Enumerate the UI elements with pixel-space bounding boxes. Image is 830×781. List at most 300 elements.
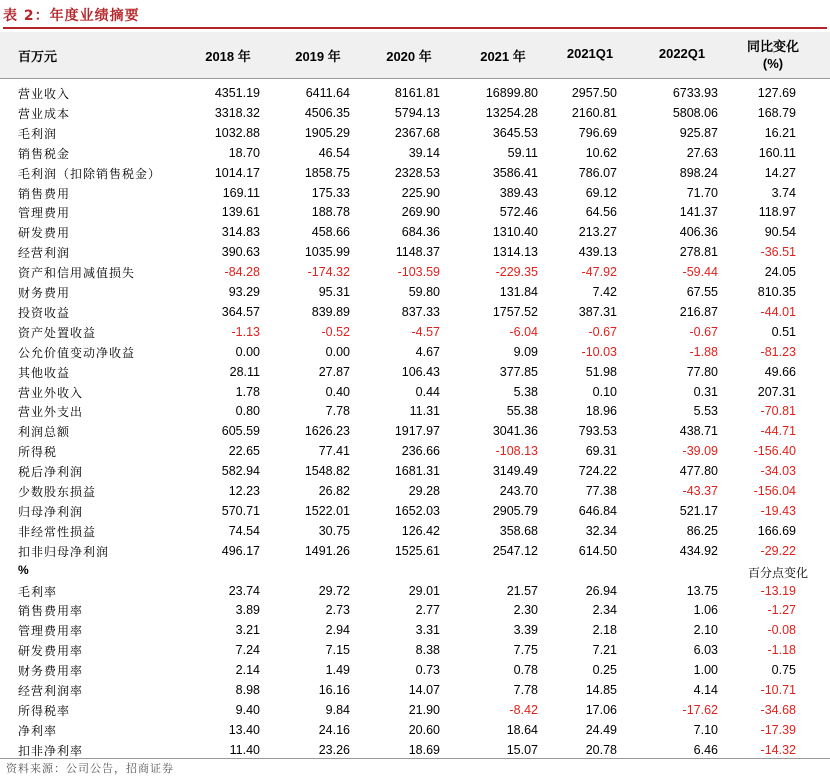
cell-value: 175.33 — [311, 185, 350, 200]
cell-value: 7.10 — [693, 722, 718, 737]
cell-value: 3.39 — [513, 623, 538, 638]
cell-value: 29.01 — [408, 583, 440, 598]
cell-value: -34.03 — [760, 464, 796, 479]
cell-value: 0.75 — [771, 663, 796, 678]
row-label: 税后净利润 — [18, 465, 84, 480]
cell-value: 3.21 — [235, 623, 260, 638]
cell-value: 6411.64 — [305, 86, 350, 100]
cell-value: 188.78 — [311, 205, 350, 220]
cell-value: 16899.80 — [485, 86, 538, 100]
table-row — [0, 581, 830, 601]
cell-value: 126.42 — [401, 523, 440, 538]
cell-value: -29.22 — [760, 543, 796, 558]
row-label: 毛利率 — [18, 584, 58, 599]
cell-value: 11.31 — [409, 404, 440, 419]
table-row — [0, 123, 830, 143]
yoy-header-line2: (%) — [762, 56, 784, 71]
cell-value: 2.18 — [592, 623, 617, 638]
cell-value: 24.49 — [585, 722, 617, 737]
source-note: 资料来源：公司公告，招商证券 — [6, 762, 174, 775]
pct-section-row — [0, 561, 830, 581]
cell-value: 8161.81 — [394, 86, 440, 100]
cell-value: 69.12 — [585, 185, 617, 200]
cell-value: 810.35 — [757, 285, 796, 299]
cell-value: 1652.03 — [394, 503, 440, 518]
cell-value: 74.54 — [228, 523, 260, 538]
cell-value: 13254.28 — [485, 105, 538, 120]
bottom-rule — [0, 758, 830, 759]
cell-value: 166.69 — [757, 523, 796, 538]
cell-value: 7.75 — [513, 643, 538, 658]
cell-value: 18.96 — [585, 404, 617, 419]
cell-value: 2.73 — [325, 603, 350, 618]
row-label: 其他收益 — [18, 365, 71, 380]
cell-value: 3.89 — [235, 603, 260, 618]
table-row — [0, 740, 830, 760]
cell-value: 3645.53 — [492, 125, 538, 140]
cell-value: 389.43 — [499, 185, 538, 200]
row-label: 营业成本 — [18, 106, 71, 121]
cell-value: 23.26 — [318, 742, 350, 757]
cell-value: 2160.81 — [571, 105, 617, 120]
col-header: 2021Q1 — [566, 46, 614, 61]
cell-value: 141.37 — [679, 205, 718, 220]
row-label: 所得税 — [18, 445, 58, 460]
cell-value: 796.69 — [578, 125, 617, 140]
cell-value: 69.31 — [585, 444, 617, 459]
cell-value: 77.38 — [585, 484, 617, 498]
cell-value: 14.85 — [585, 683, 617, 697]
cell-value: 2.30 — [513, 603, 538, 618]
cell-value: 16.16 — [318, 683, 350, 697]
cell-value: 2.77 — [415, 603, 440, 618]
cell-value: 2957.50 — [571, 86, 617, 100]
cell-value: 1.49 — [325, 663, 350, 678]
cell-value: 28.11 — [229, 364, 260, 379]
row-label: 销售费用率 — [18, 604, 84, 619]
cell-value: 243.70 — [499, 484, 538, 498]
cell-value: 572.46 — [499, 205, 538, 220]
header-rule — [0, 78, 830, 79]
cell-value: 131.84 — [499, 285, 538, 299]
cell-value: 3586.41 — [492, 165, 538, 180]
cell-value: 95.31 — [318, 285, 350, 299]
row-label: 研发费用 — [18, 226, 71, 241]
cell-value: 1858.75 — [304, 165, 350, 180]
row-label: 财务费用 — [18, 286, 71, 300]
cell-value: 2.10 — [693, 623, 718, 638]
cell-value: 0.10 — [592, 384, 617, 399]
row-label: 利润总额 — [18, 425, 71, 440]
cell-value: 9.09 — [513, 344, 538, 359]
cell-value: 496.17 — [221, 543, 260, 558]
cell-value: -81.23 — [760, 344, 796, 359]
cell-value: -156.40 — [753, 444, 796, 459]
cell-value: 168.79 — [757, 105, 796, 120]
cell-value: 1148.37 — [395, 245, 440, 260]
cell-value: 3041.36 — [492, 424, 538, 439]
cell-value: 1.06 — [693, 603, 718, 618]
table-row — [0, 660, 830, 680]
cell-value: -108.13 — [495, 444, 538, 459]
cell-value: 14.07 — [408, 683, 440, 697]
cell-value: 20.60 — [408, 722, 440, 737]
cell-value: 30.75 — [318, 523, 350, 538]
cell-value: 5.53 — [693, 404, 718, 419]
cell-value: 26.82 — [318, 484, 350, 498]
cell-value: 4506.35 — [304, 105, 350, 120]
cell-value: 1310.40 — [492, 225, 538, 240]
cell-value: 77.80 — [686, 364, 718, 379]
table-row — [0, 322, 830, 342]
cell-value: -0.08 — [767, 623, 796, 638]
cell-value: 24.16 — [318, 722, 350, 737]
cell-value: 21.57 — [506, 583, 538, 598]
table-row — [0, 342, 830, 362]
cell-value: 2.94 — [325, 623, 350, 638]
table-title: 表 2：年度业绩摘要 — [3, 8, 140, 24]
cell-value: 49.66 — [764, 364, 796, 379]
cell-value: 1757.52 — [492, 304, 538, 319]
table-row — [0, 282, 830, 302]
cell-value: -1.27 — [767, 603, 796, 618]
cell-value: 18.70 — [228, 145, 260, 160]
cell-value: 0.25 — [592, 663, 617, 678]
table-header — [0, 32, 830, 78]
cell-value: 6.03 — [693, 643, 718, 658]
table-row — [0, 143, 830, 163]
cell-value: 0.00 — [235, 344, 260, 359]
cell-value: 55.38 — [506, 404, 538, 419]
cell-value: -43.37 — [682, 484, 718, 498]
cell-value: 59.11 — [507, 145, 538, 160]
cell-value: -0.67 — [588, 324, 617, 339]
col-header: 2018 年 — [205, 49, 251, 64]
row-label: 销售费用 — [18, 186, 71, 201]
cell-value: 64.56 — [585, 205, 617, 220]
cell-value: 20.78 — [585, 742, 617, 757]
cell-value: 438.71 — [679, 424, 718, 439]
cell-value: 106.43 — [401, 364, 440, 379]
row-label: 毛利润 — [18, 126, 58, 141]
cell-value: 3.31 — [415, 623, 440, 638]
cell-value: -34.68 — [760, 702, 796, 717]
cell-value: 570.71 — [221, 503, 260, 518]
cell-value: 364.57 — [221, 304, 260, 319]
cell-value: 5.38 — [513, 384, 538, 399]
table-row — [0, 541, 830, 561]
cell-value: 2.34 — [592, 603, 617, 618]
unit-header: 百万元 — [18, 50, 58, 65]
cell-value: -84.28 — [224, 265, 260, 280]
cell-value: 46.54 — [318, 145, 350, 160]
row-label: 毛利润（扣除销售税金） — [18, 166, 162, 181]
cell-value: 14.27 — [764, 165, 796, 180]
col-header: 2022Q1 — [658, 46, 706, 61]
cell-value: 1.00 — [693, 663, 718, 678]
cell-value: 27.63 — [686, 145, 718, 160]
cell-value: 0.78 — [513, 663, 538, 678]
row-label: 扣非归母净利润 — [18, 544, 110, 559]
row-label: 营业收入 — [18, 87, 71, 101]
cell-value: 160.11 — [758, 145, 796, 160]
cell-value: 477.80 — [679, 464, 718, 479]
row-label: 公允价值变动净收益 — [18, 345, 136, 360]
row-label: 资产处置收益 — [18, 325, 97, 340]
cell-value: 7.42 — [592, 285, 617, 299]
cell-value: 406.36 — [679, 225, 718, 240]
cell-value: 127.69 — [757, 86, 796, 100]
cell-value: 1522.01 — [304, 503, 350, 518]
cell-value: 925.87 — [679, 125, 718, 140]
cell-value: -10.03 — [581, 344, 617, 359]
table-row — [0, 720, 830, 740]
table-row — [0, 401, 830, 421]
cell-value: 7.78 — [325, 404, 350, 419]
cell-value: 21.90 — [408, 702, 440, 717]
cell-value: 458.66 — [311, 225, 350, 240]
cell-value: 93.29 — [228, 285, 260, 299]
cell-value: 26.94 — [585, 583, 617, 598]
cell-value: -17.39 — [760, 722, 796, 737]
cell-value: 387.31 — [578, 304, 617, 319]
table-row — [0, 362, 830, 382]
cell-value: -70.81 — [760, 404, 796, 419]
cell-value: 118.97 — [758, 205, 796, 220]
cell-value: -44.01 — [760, 304, 796, 319]
row-label: 资产和信用减值损失 — [18, 266, 136, 281]
cell-value: 169.11 — [222, 185, 260, 200]
table-row — [0, 501, 830, 521]
cell-value: 646.84 — [578, 503, 617, 518]
row-label: 非经常性损益 — [18, 524, 97, 539]
cell-value: 793.53 — [578, 424, 617, 439]
table-row — [0, 700, 830, 720]
cell-value: -156.04 — [753, 484, 796, 498]
cell-value: 24.05 — [764, 265, 796, 280]
row-label: 所得税率 — [18, 703, 71, 718]
cell-value: 684.36 — [401, 225, 440, 240]
cell-value: 2547.12 — [492, 543, 538, 558]
row-label: 经营利润率 — [18, 684, 84, 698]
cell-value: 614.50 — [578, 543, 617, 558]
cell-value: 7.21 — [592, 643, 617, 658]
table-row — [0, 202, 830, 222]
cell-value: 605.59 — [221, 424, 260, 439]
row-label: 少数股东损益 — [18, 485, 97, 499]
cell-value: 358.68 — [499, 523, 538, 538]
table-row — [0, 441, 830, 461]
row-label: 营业外收入 — [18, 385, 84, 400]
cell-value: 7.15 — [325, 643, 350, 658]
cell-value: 786.07 — [578, 165, 617, 180]
row-label: 销售税金 — [18, 146, 71, 161]
cell-value: 59.80 — [408, 285, 440, 299]
table-row — [0, 262, 830, 282]
cell-value: 71.70 — [686, 185, 718, 200]
row-label: 营业外支出 — [18, 405, 84, 420]
cell-value: 0.40 — [325, 384, 350, 399]
table-row — [0, 222, 830, 242]
table-row — [0, 242, 830, 262]
cell-value: 5808.06 — [672, 105, 718, 120]
table-row — [0, 461, 830, 481]
cell-value: 12.23 — [228, 484, 260, 498]
cell-value: -17.62 — [682, 702, 718, 717]
cell-value: 2367.68 — [394, 125, 440, 140]
cell-value: 269.90 — [401, 205, 440, 220]
cell-value: 1525.61 — [394, 543, 440, 558]
cell-value: 1917.97 — [394, 424, 440, 439]
cell-value: 7.78 — [513, 683, 538, 697]
table-row — [0, 83, 830, 103]
cell-value: -103.59 — [397, 265, 440, 280]
cell-value: -4.57 — [411, 324, 440, 339]
table-row — [0, 163, 830, 183]
cell-value: 1681.31 — [394, 464, 440, 479]
row-label: 扣非净利率 — [18, 743, 84, 758]
row-label: 投资收益 — [18, 305, 71, 320]
cell-value: 9.84 — [325, 702, 350, 717]
cell-value: 18.64 — [506, 722, 538, 737]
cell-value: 8.98 — [235, 683, 260, 697]
table-row — [0, 103, 830, 123]
cell-value: -0.67 — [689, 324, 718, 339]
table-row — [0, 382, 830, 402]
cell-value: 10.62 — [585, 145, 617, 160]
cell-value: 216.87 — [679, 304, 718, 319]
cell-value: -229.35 — [495, 265, 538, 280]
cell-value: -13.19 — [760, 583, 796, 598]
cell-value: 1491.26 — [304, 543, 350, 558]
cell-value: 5794.13 — [394, 105, 440, 120]
cell-value: 29.28 — [408, 484, 440, 498]
cell-value: 9.40 — [235, 702, 260, 717]
row-label: 归母净利润 — [18, 504, 84, 519]
title-rule — [3, 27, 827, 29]
cell-value: 225.90 — [401, 185, 440, 200]
table-row — [0, 680, 830, 700]
cell-value: -19.43 — [760, 503, 796, 518]
cell-value: -14.32 — [760, 742, 796, 757]
cell-value: 11.40 — [229, 742, 260, 757]
cell-value: 77.41 — [318, 444, 350, 459]
row-label: 管理费用率 — [18, 624, 84, 639]
cell-value: 1626.23 — [304, 424, 350, 439]
table-row — [0, 620, 830, 640]
cell-value: -1.13 — [231, 324, 260, 339]
cell-value: 4351.19 — [214, 86, 260, 100]
cell-value: -0.52 — [321, 324, 350, 339]
cell-value: 39.14 — [408, 145, 440, 160]
cell-value: 839.89 — [311, 304, 350, 319]
cell-value: 90.54 — [764, 225, 796, 240]
table-row — [0, 640, 830, 660]
cell-value: 1014.17 — [214, 165, 260, 180]
cell-value: 0.51 — [771, 324, 796, 339]
row-label: 研发费用率 — [18, 644, 84, 659]
col-header: 2019 年 — [295, 49, 341, 64]
cell-value: 27.87 — [318, 364, 350, 379]
cell-value: 377.85 — [499, 364, 538, 379]
table-row — [0, 183, 830, 203]
cell-value: 13.75 — [686, 583, 718, 598]
cell-value: 3318.32 — [214, 105, 260, 120]
cell-value: -10.71 — [760, 683, 796, 697]
cell-value: 0.80 — [235, 404, 260, 419]
cell-value: 86.25 — [686, 523, 718, 538]
cell-value: 6.46 — [693, 742, 718, 757]
pct-section-note: 百分点变化 — [747, 565, 808, 580]
cell-value: -8.42 — [509, 702, 538, 717]
cell-value: 1.78 — [235, 384, 260, 399]
cell-value: 8.38 — [415, 643, 440, 658]
cell-value: 390.63 — [221, 245, 260, 260]
cell-value: 236.66 — [401, 444, 440, 459]
cell-value: 1314.13 — [492, 245, 538, 260]
cell-value: 1548.82 — [304, 464, 350, 479]
row-label: 经营利润 — [18, 246, 71, 261]
cell-value: 898.24 — [679, 165, 718, 180]
row-label: 管理费用 — [18, 206, 71, 221]
cell-value: 207.31 — [757, 384, 796, 399]
cell-value: 1035.99 — [304, 245, 350, 260]
table-row — [0, 521, 830, 541]
cell-value: 521.17 — [679, 503, 718, 518]
cell-value: 434.92 — [679, 543, 718, 558]
yoy-header — [728, 38, 818, 72]
cell-value: 7.24 — [235, 643, 260, 658]
cell-value: 724.22 — [578, 464, 617, 479]
cell-value: 278.81 — [679, 245, 718, 260]
cell-value: -47.92 — [581, 265, 617, 280]
cell-value: 0.31 — [693, 384, 718, 399]
cell-value: 29.72 — [318, 583, 350, 598]
cell-value: 439.13 — [578, 245, 617, 260]
cell-value: 17.06 — [585, 702, 617, 717]
cell-value: 16.21 — [764, 125, 796, 140]
cell-value: 837.33 — [401, 304, 440, 319]
yoy-header-line1: 同比变化 — [746, 39, 799, 54]
cell-value: -1.18 — [767, 643, 796, 658]
table-row — [0, 302, 830, 322]
col-header: 2021 年 — [480, 49, 526, 64]
cell-value: 314.83 — [221, 225, 260, 240]
cell-value: 23.74 — [228, 583, 260, 598]
cell-value: 4.67 — [415, 344, 440, 359]
cell-value: -36.51 — [760, 245, 796, 260]
table-row — [0, 600, 830, 620]
cell-value: 51.98 — [585, 364, 617, 379]
cell-value: 0.44 — [415, 384, 440, 399]
cell-value: -44.71 — [760, 424, 796, 439]
table-row — [0, 481, 830, 501]
cell-value: 1905.29 — [304, 125, 350, 140]
cell-value: -39.09 — [682, 444, 718, 459]
cell-value: 213.27 — [578, 225, 617, 240]
cell-value: 582.94 — [221, 464, 260, 479]
cell-value: 13.40 — [228, 722, 260, 737]
cell-value: 6733.93 — [672, 86, 718, 100]
cell-value: 0.00 — [325, 344, 350, 359]
cell-value: 4.14 — [693, 683, 718, 697]
cell-value: 139.61 — [221, 205, 260, 220]
pct-section-label: % — [18, 562, 30, 577]
cell-value: 22.65 — [228, 444, 260, 459]
cell-value: -6.04 — [509, 324, 538, 339]
cell-value: -1.88 — [689, 344, 718, 359]
table-row — [0, 421, 830, 441]
